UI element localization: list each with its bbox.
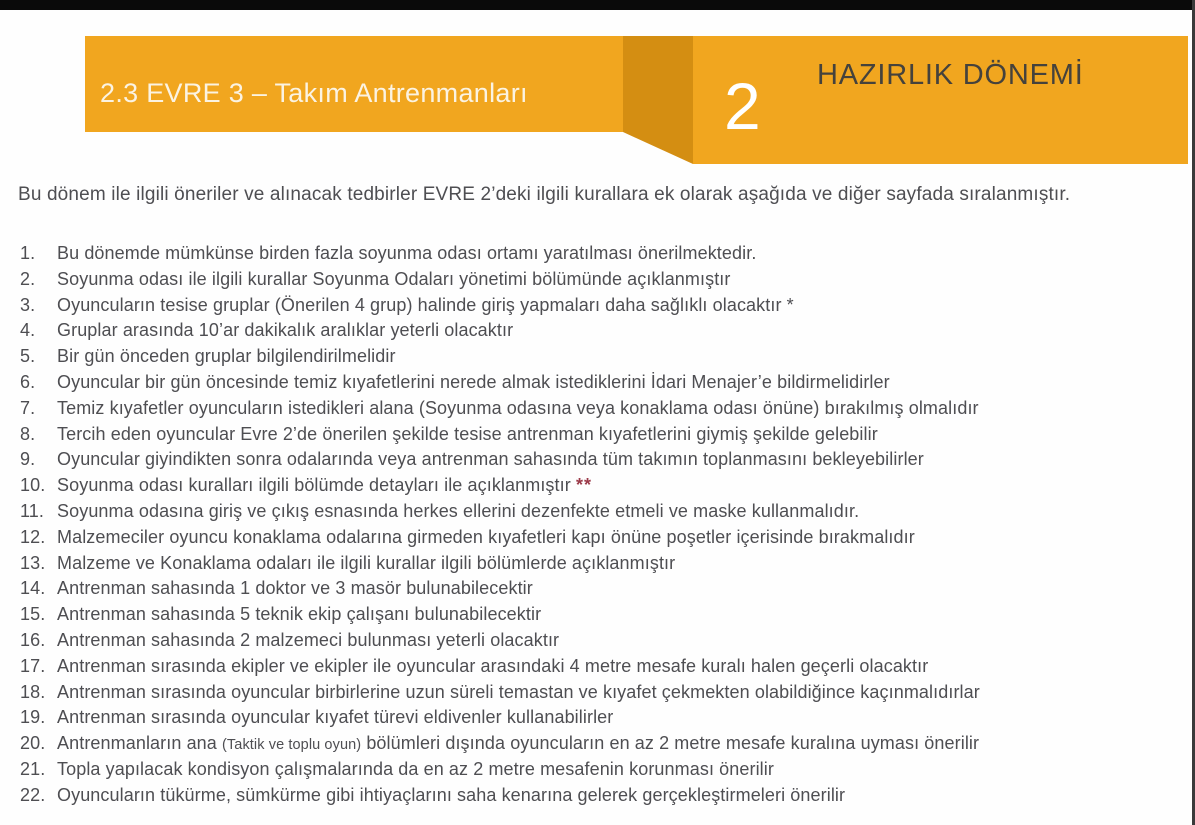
list-item (20, 370, 980, 396)
list-item-number: 1. (20, 243, 36, 263)
text-segment: Oyuncuların tesise gruplar (Önerilen 4 grup) halinde giriş yapmaları daha sağlıklı olacaktır * (57, 294, 794, 315)
list-item-number: 21. (20, 758, 46, 779)
text-segment: Oyuncular bir gün öncesinde temiz kıyafetlerini nerede almak istediklerini İdari Menajer’e bildirmelidirler (57, 371, 890, 392)
text-segment: Antrenman sahasında 2 malzemeci bulunması yeterli olacaktır (57, 629, 560, 650)
text-segment: (Taktik ve toplu oyun) (222, 737, 362, 754)
text-segment: bölümleri dışında oyuncuların en az 2 metre mesafe kuralına uyması önerilir (361, 733, 980, 754)
list-item-text (57, 707, 613, 727)
chapter-number: 2 (724, 69, 761, 143)
list-item-text (57, 346, 396, 366)
list-item-number: 15. (20, 604, 46, 625)
list-item-text (57, 372, 890, 392)
list-item-text (57, 527, 915, 547)
text-segment: Oyuncular giyindikten sonra odalarında veya antrenman sahasında tüm takımın toplanmasını bekleyebilirler (57, 449, 924, 470)
text-segment: Malzemeciler oyuncu konaklama odalarına girmeden kıyafetleri kapı önüne poşetler içerisinde bırakmalıdır (57, 526, 915, 547)
list-item (20, 473, 980, 499)
list-item-text (57, 320, 513, 340)
text-segment: Malzeme ve Konaklama odaları ile ilgili kurallar ilgili bölümlerde açıklanmıştır (57, 552, 676, 573)
text-segment: Antrenman sırasında oyuncular kıyafet türevi eldivenler kullanabilirler (57, 707, 614, 728)
list-item-number: 16. (20, 629, 46, 650)
list-item-text (57, 449, 924, 469)
list-item-text (57, 733, 979, 753)
banner-fold (623, 36, 693, 164)
list-item-text (57, 604, 541, 624)
text-segment: Oyuncuların tükürme, sümkürme gibi ihtiyaçlarını saha kenarına gelerek gerçekleştirmeleri önerilir (57, 784, 846, 805)
top-border-bar (0, 0, 1195, 10)
list-item-text (57, 501, 859, 521)
intro-paragraph: Bu dönem ile ilgili öneriler ve alınacak tedbirler EVRE 2’deki ilgili kurallara ek olarak aşağıda ve diğer sayfada sıralanmıştır. (18, 184, 1071, 205)
list-item-text (57, 398, 979, 418)
list-item-number: 17. (20, 655, 46, 676)
list-item-number: 13. (20, 552, 46, 573)
list-item-number: 3. (20, 294, 36, 315)
list-item (20, 680, 980, 706)
list-item (20, 525, 980, 551)
list-item (20, 783, 980, 809)
list-item-number: 11. (20, 500, 44, 521)
list-item-number: 2. (20, 268, 36, 289)
list-item-number: 4. (20, 320, 36, 341)
section-title-banner (85, 36, 623, 132)
list-item (20, 576, 980, 602)
list-item (20, 396, 980, 422)
list-item-text (57, 269, 731, 289)
list-item-text (57, 785, 845, 805)
list-item (20, 447, 980, 473)
list-item-text (57, 553, 675, 573)
list-item-number: 9. (20, 449, 36, 470)
text-segment: Antrenman sahasında 1 doktor ve 3 masör bulunabilecektir (57, 578, 533, 599)
text-segment: Bu dönemde mümkünse birden fazla soyunma odası ortamı yaratılması önerilmektedir. (57, 243, 757, 263)
list-item-text (57, 424, 878, 444)
list-item-number: 6. (20, 371, 36, 392)
text-segment: Temiz kıyafetler oyuncuların istedikleri alana (Soyunma odasına veya konaklama odası önüne) bırakılmış olmalıdır (57, 397, 979, 418)
list-item (20, 628, 980, 654)
text-segment: Antrenman sırasında ekipler ve ekipler ile oyuncular arasındaki 4 metre mesafe kuralı halen geçerli olacaktır (57, 655, 929, 676)
list-item-text (57, 656, 928, 676)
list-item-number: 10. (20, 475, 46, 496)
list-item-number: 19. (20, 707, 46, 728)
list-item-text (57, 630, 559, 650)
list-item-number: 7. (20, 397, 36, 418)
list-item-text (57, 578, 533, 598)
list-item-text (57, 243, 756, 263)
text-segment: Antrenman sahasında 5 teknik ekip çalışanı bulunabilecektir (57, 604, 542, 625)
list-item (20, 318, 980, 344)
list-item (20, 602, 980, 628)
list-item (20, 344, 980, 370)
list-item-text (57, 759, 774, 779)
list-item (20, 705, 980, 731)
list-item (20, 422, 980, 448)
list-item (20, 293, 980, 319)
list-item (20, 551, 980, 577)
text-segment: Antrenman sırasında oyuncular birbirlerine uzun süreli temastan ve kıyafet çekmekten olabildiğince kaçınmalıdırlar (57, 681, 980, 702)
list-item-text (57, 475, 592, 495)
text-segment: Gruplar arasında 10’ar dakikalık aralıklar yeterli olacaktır (57, 320, 514, 341)
text-segment: Soyunma odası kuralları ilgili bölümde detayları ile açıklanmıştır (57, 475, 576, 496)
list-item-number: 8. (20, 423, 36, 444)
list-item (20, 731, 980, 757)
text-segment: Bir gün önceden gruplar bilgilendirilmelidir (57, 346, 396, 367)
list-item-number: 20. (20, 733, 46, 754)
list-item (20, 499, 980, 525)
list-item-number: 14. (20, 578, 46, 599)
list-item-number: 5. (20, 346, 36, 367)
list-item-number: 22. (20, 784, 46, 805)
chapter-title: HAZIRLIK DÖNEMİ (817, 59, 1084, 91)
rules-list (20, 241, 980, 809)
list-item-number: 18. (20, 681, 46, 702)
list-item-number: 12. (20, 526, 46, 547)
list-item-text (57, 682, 980, 702)
list-item (20, 241, 980, 267)
chapter-banner (693, 36, 1188, 164)
list-item (20, 267, 980, 293)
list-item (20, 757, 980, 783)
section-title: 2.3 EVRE 3 – Takım Antrenmanları (100, 77, 528, 108)
text-segment: ** (575, 475, 592, 496)
list-item (20, 654, 980, 680)
text-segment: Topla yapılacak kondisyon çalışmalarında da en az 2 metre mesafenin korunması önerilir (57, 758, 774, 779)
text-segment: Soyunma odasına giriş ve çıkış esnasında herkes ellerini dezenfekte etmeli ve maske kullanmalıdır. (57, 500, 860, 521)
text-segment: Tercih eden oyuncular Evre 2’de önerilen şekilde tesise antrenman kıyafetlerini giymiş şekilde gelebilir (57, 423, 878, 444)
text-segment: Antrenmanların ana (57, 733, 222, 754)
list-item-text (57, 295, 794, 315)
text-segment: Soyunma odası ile ilgili kurallar Soyunma Odaları yönetimi bölümünde açıklanmıştır (57, 268, 731, 289)
